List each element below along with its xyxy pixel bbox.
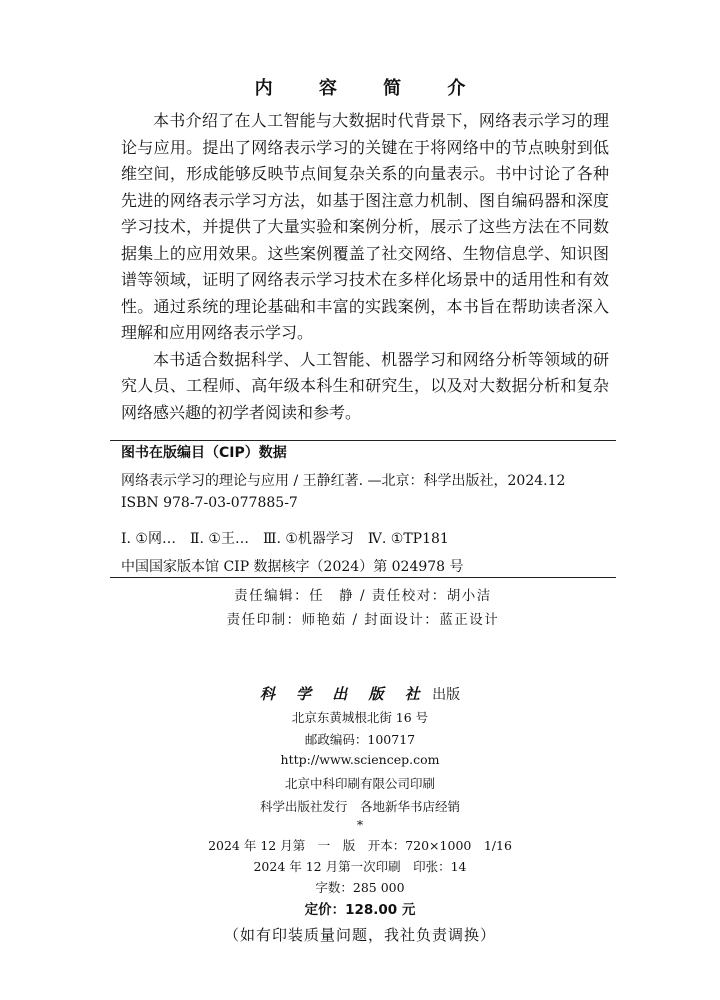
intro-paragraph: 本书适合数据科学、人工智能、机器学习和网络分析等领域的研究人员、工程师、高年级本科生和研究生，以及对大数据分析和复杂网络感兴趣的初学者阅读和参考。: [121, 349, 609, 422]
editors-line-1: 责任编辑：任 静 / 责任校对：胡小洁: [234, 588, 492, 604]
divider-top: [110, 440, 616, 441]
cip-isbn: ISBN 978-7-03-077885-7: [121, 495, 298, 511]
editors-line-2: 责任印制：师艳茹 / 封面设计：蓝正设计: [226, 612, 500, 628]
word-count: 字数：285 000: [315, 880, 405, 895]
publisher-line: [0, 683, 720, 704]
publisher-postcode: 邮政编码：100717: [304, 732, 416, 747]
publisher-name: 科 学 出 版 社: [259, 685, 428, 703]
publisher-address: 北京东黄城根北街 16 号: [291, 710, 429, 725]
page-title: 内 容 简 介: [254, 78, 486, 99]
cip-classification: Ⅰ. ①网… Ⅱ. ①王… Ⅲ. ①机器学习 Ⅳ. ①TP181: [121, 531, 449, 547]
edition-line: 2024 年 12 月第 一 版 开本：720×1000 1/16: [208, 838, 512, 853]
cip-heading: 图书在版编目（CIP）数据: [121, 445, 287, 461]
intro-body: [121, 108, 609, 426]
printing-line: 2024 年 12 月第一次印刷 印张：14: [253, 859, 467, 874]
publisher-suffix: 出版: [432, 687, 461, 703]
intro-paragraph: 本书介绍了在人工智能与大数据时代背景下，网络表示学习的理论与应用。提出了网络表示学习的关键在于将网络中的节点映射到低维空间，形成能够反映节点间复杂关系的向量表示。书中讨论了各种先进的网络表示学习方法，如基于图注意力机制、图自编码器和深度学习技术，并提供了大量实验和案例分析，展示了这些方法在不同数据集上的应用效果。这些案例覆盖了社交网络、生物信息学、知识图谱等领域，证明了网络表示学习技术在多样化场景中的适用性和有效性。通过系统的理论基础和丰富的实践案例，本书旨在帮助读者深入理解和应用网络表示学习。: [121, 111, 609, 342]
divider-bottom: [110, 577, 616, 578]
cip-verification: 中国国家版本馆 CIP 数据核字（2024）第 024978 号: [121, 559, 464, 575]
price: 定价：128.00 元: [304, 902, 416, 918]
quality-notice: （如有印装质量问题，我社负责调换）: [223, 926, 496, 944]
publisher-website: http://www.sciencep.com: [280, 752, 440, 767]
separator-star: *: [356, 817, 364, 832]
distribution-line: 科学出版社发行 各地新华书店经销: [259, 799, 460, 814]
cip-title-line: 网络表示学习的理论与应用 / 王静红著. —北京：科学出版社，2024.12: [121, 473, 566, 489]
printer-line: 北京中科印刷有限公司印刷: [284, 776, 435, 791]
